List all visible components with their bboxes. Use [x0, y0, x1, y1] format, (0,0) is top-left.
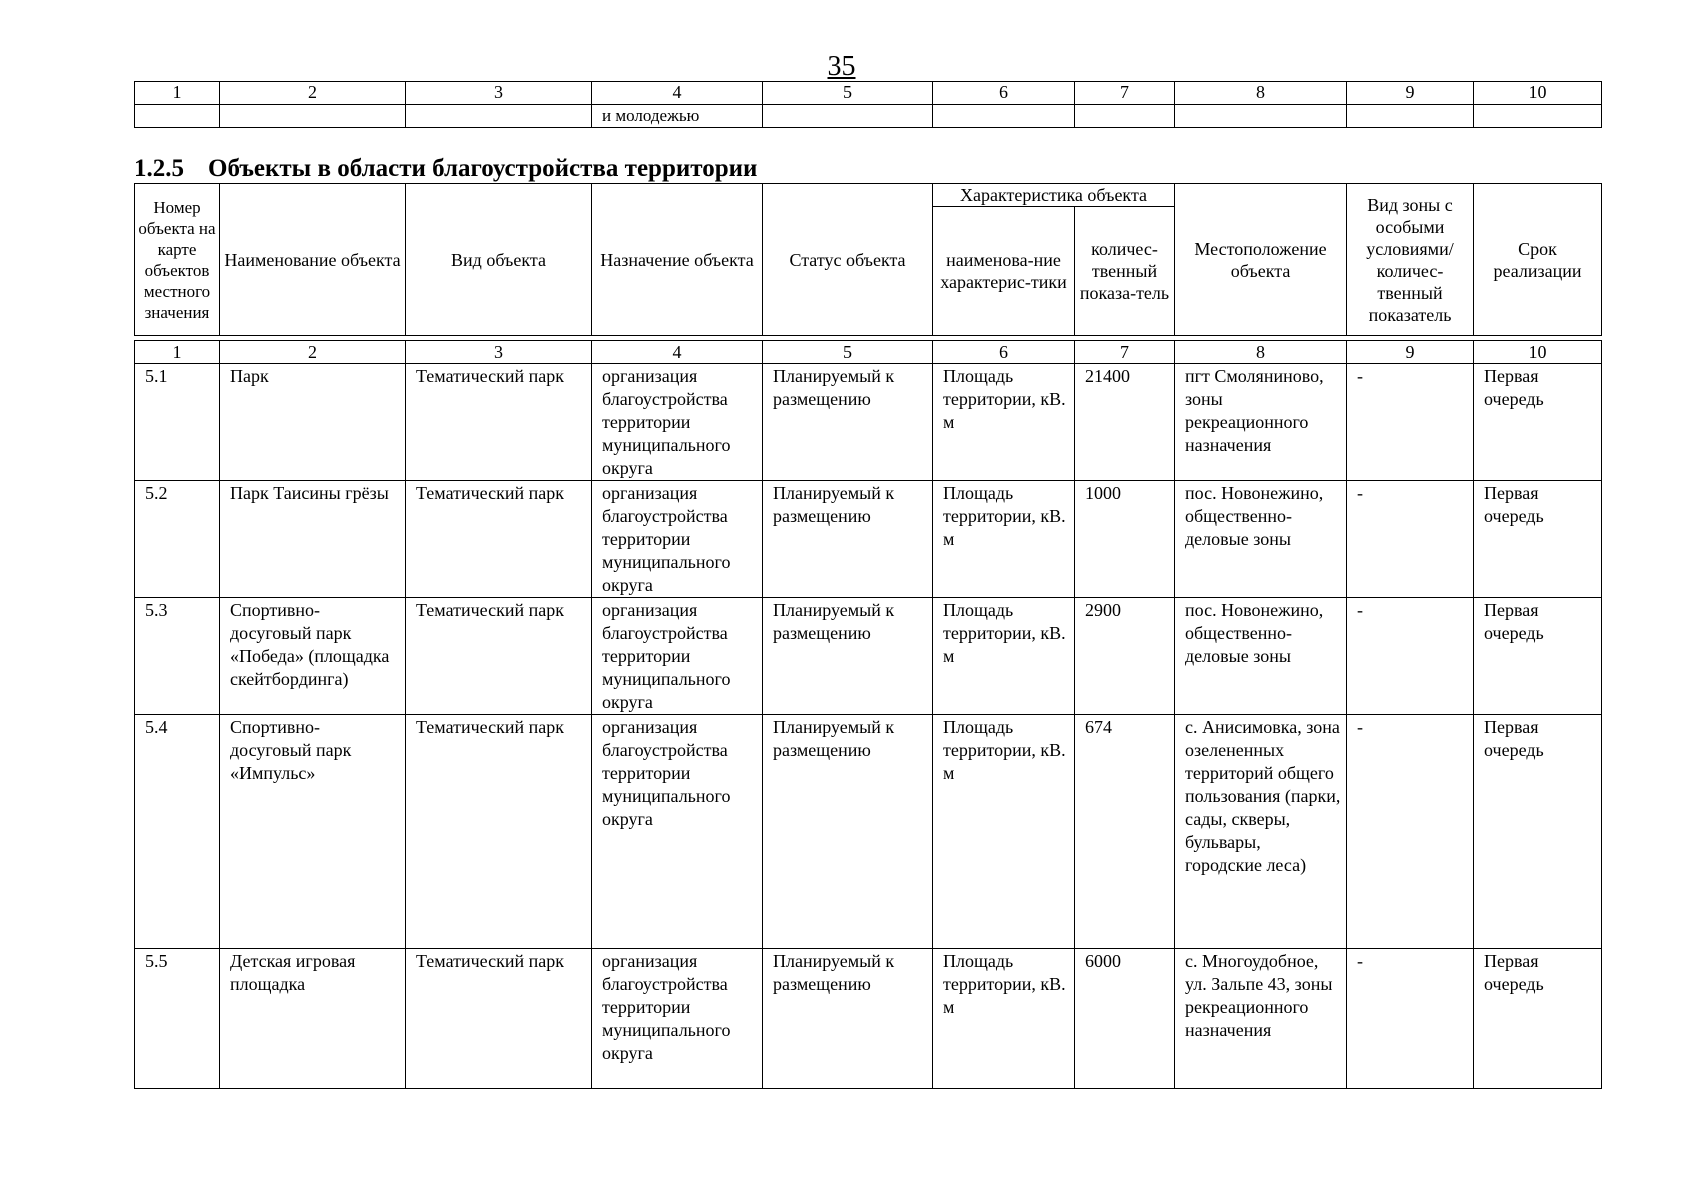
empty-cell	[1474, 105, 1602, 128]
char-name: Площадь территории, кВ. м	[933, 715, 1075, 949]
col-number: 6	[933, 82, 1075, 105]
zone-value: -	[1347, 481, 1474, 598]
object-location: с. Анисимовка, зона озелененных территорий общего пользования (парки, сады, скверы, бульвары, городские леса)	[1175, 715, 1347, 949]
object-number: 5.5	[135, 949, 220, 1089]
char-name: Площадь территории, кВ. м	[933, 481, 1075, 598]
object-kind: Тематический парк	[406, 598, 592, 715]
col-number: 4	[592, 341, 763, 364]
term-value: Первая очередь	[1474, 715, 1602, 949]
object-name: Парк	[220, 364, 406, 481]
col-number: 8	[1175, 341, 1347, 364]
object-kind: Тематический парк	[406, 949, 592, 1089]
continuation-text: и молодежью	[592, 105, 763, 128]
empty-cell	[220, 105, 406, 128]
zone-value: -	[1347, 364, 1474, 481]
object-location: пгт Смоляниново, зоны рекреационного назначения	[1175, 364, 1347, 481]
object-number: 5.1	[135, 364, 220, 481]
header-location: Местоположение объекта	[1175, 184, 1347, 336]
object-kind: Тематический парк	[406, 364, 592, 481]
object-kind: Тематический парк	[406, 481, 592, 598]
col-number: 7	[1075, 341, 1175, 364]
header-name: Наименование объекта	[220, 184, 406, 336]
section-title-text: Объекты в области благоустройства территории	[208, 155, 758, 182]
col-number: 10	[1474, 82, 1602, 105]
object-location: с. Многоудобное, ул. Зальпе 43, зоны рекреационного назначения	[1175, 949, 1347, 1089]
char-value: 674	[1075, 715, 1175, 949]
char-value: 2900	[1075, 598, 1175, 715]
col-number: 5	[763, 82, 933, 105]
col-number: 3	[406, 341, 592, 364]
col-number: 2	[220, 82, 406, 105]
empty-cell	[135, 105, 220, 128]
char-name: Площадь территории, кВ. м	[933, 598, 1075, 715]
object-name: Парк Таисины грёзы	[220, 481, 406, 598]
continuation-row	[135, 105, 1602, 128]
object-status: Планируемый к размещению	[763, 364, 933, 481]
continuation-table	[134, 81, 1602, 128]
empty-cell	[763, 105, 933, 128]
object-location: пос. Новонежино, общественно-деловые зоны	[1175, 598, 1347, 715]
table-row	[135, 715, 1602, 949]
term-value: Первая очередь	[1474, 481, 1602, 598]
object-purpose: организация благоустройства территории муниципального округа	[592, 364, 763, 481]
section-title	[134, 154, 757, 184]
empty-cell	[1075, 105, 1175, 128]
empty-cell	[933, 105, 1075, 128]
zone-value: -	[1347, 598, 1474, 715]
header-row	[135, 184, 1602, 207]
section-number: 1.2.5	[134, 155, 184, 182]
col-number: 1	[135, 341, 220, 364]
object-number: 5.2	[135, 481, 220, 598]
object-purpose: организация благоустройства территории муниципального округа	[592, 715, 763, 949]
object-number: 5.3	[135, 598, 220, 715]
header-char-name: наименова-ние характерис-тики	[933, 207, 1075, 336]
header-zone: Вид зоны с особыми условиями/ количес-твенный показатель	[1347, 184, 1474, 336]
table-row	[135, 949, 1602, 1089]
object-status: Планируемый к размещению	[763, 949, 933, 1089]
object-number: 5.4	[135, 715, 220, 949]
object-status: Планируемый к размещению	[763, 715, 933, 949]
header-characteristic: Характеристика объекта	[933, 184, 1175, 207]
empty-cell	[406, 105, 592, 128]
object-name: Спортивно-досуговый парк «Победа» (площадка скейтбординга)	[220, 598, 406, 715]
zone-value: -	[1347, 715, 1474, 949]
header-kind: Вид объекта	[406, 184, 592, 336]
term-value: Первая очередь	[1474, 364, 1602, 481]
objects-table	[134, 183, 1602, 1089]
object-purpose: организация благоустройства территории муниципального округа	[592, 598, 763, 715]
term-value: Первая очередь	[1474, 598, 1602, 715]
empty-cell	[1175, 105, 1347, 128]
header-char-value: количес-твенный показа-тель	[1075, 207, 1175, 336]
col-number: 5	[763, 341, 933, 364]
object-purpose: организация благоустройства территории муниципального округа	[592, 949, 763, 1089]
column-number-row	[135, 82, 1602, 105]
char-value: 6000	[1075, 949, 1175, 1089]
col-number: 2	[220, 341, 406, 364]
header-status: Статус объекта	[763, 184, 933, 336]
table-row	[135, 364, 1602, 481]
table-row	[135, 481, 1602, 598]
zone-value: -	[1347, 949, 1474, 1089]
col-number: 8	[1175, 82, 1347, 105]
col-number: 7	[1075, 82, 1175, 105]
col-number: 4	[592, 82, 763, 105]
table-row	[135, 598, 1602, 715]
char-value: 1000	[1075, 481, 1175, 598]
object-name: Спортивно-досуговый парк «Импульс»	[220, 715, 406, 949]
object-status: Планируемый к размещению	[763, 481, 933, 598]
char-name: Площадь территории, кВ. м	[933, 364, 1075, 481]
char-name: Площадь территории, кВ. м	[933, 949, 1075, 1089]
col-number: 6	[933, 341, 1075, 364]
empty-cell	[1347, 105, 1474, 128]
header-purpose: Назначение объекта	[592, 184, 763, 336]
term-value: Первая очередь	[1474, 949, 1602, 1089]
header-number: Номер объекта на карте объектов местного значения	[135, 184, 220, 336]
object-purpose: организация благоустройства территории муниципального округа	[592, 481, 763, 598]
col-number: 10	[1474, 341, 1602, 364]
object-name: Детская игровая площадка	[220, 949, 406, 1089]
page-number: 35	[827, 51, 856, 82]
header-term: Срок реализации	[1474, 184, 1602, 336]
char-value: 21400	[1075, 364, 1175, 481]
object-status: Планируемый к размещению	[763, 598, 933, 715]
object-kind: Тематический парк	[406, 715, 592, 949]
col-number: 9	[1347, 341, 1474, 364]
col-number: 3	[406, 82, 592, 105]
col-number: 9	[1347, 82, 1474, 105]
col-number: 1	[135, 82, 220, 105]
column-number-row	[135, 341, 1602, 364]
object-location: пос. Новонежино, общественно-деловые зоны	[1175, 481, 1347, 598]
